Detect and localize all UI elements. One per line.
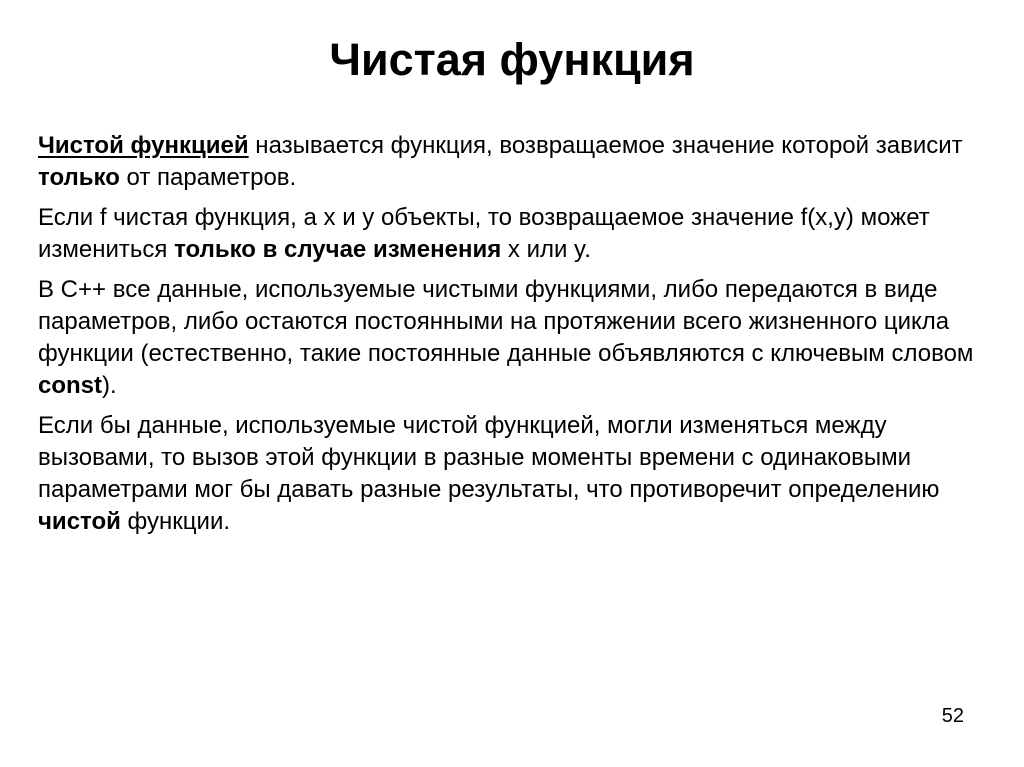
paragraph-text: x или y. bbox=[501, 236, 591, 263]
term-pure-function: Чистой функцией bbox=[38, 132, 249, 159]
slide-body bbox=[38, 130, 988, 546]
paragraph-text: функции. bbox=[120, 508, 231, 535]
keyword-const: const bbox=[38, 372, 103, 399]
paragraph-definition bbox=[38, 130, 988, 194]
paragraph-text: от параметров. bbox=[119, 164, 297, 191]
paragraph-text: Если f чистая функция, а x и y объекты, то возвращаемое значение f(x,y) может измениться bbox=[38, 204, 930, 263]
paragraph-change-condition bbox=[38, 202, 988, 266]
paragraph-text: Если бы данные, используемые чистой функцией, могли изменяться между вызовами, то вызов этой функции в разные моменты времени с одинаковыми параметрами мог бы давать разные результаты, что противоречит определению bbox=[38, 412, 940, 503]
paragraph-text: В С++ все данные, используемые чистыми функциями, либо передаются в виде параметров, либо остаются постоянными на протяжении всего жизненного цикла функции (естественно, такие постоянные данные объявляются с ключевым словом bbox=[38, 276, 974, 367]
paragraph-cpp-data bbox=[38, 274, 988, 402]
paragraph-text: называется функция, возвращаемое значение которой зависит bbox=[248, 132, 963, 159]
page-number: 52 bbox=[941, 705, 964, 727]
emphasis-pure: чистой bbox=[38, 508, 121, 535]
emphasis-only: только bbox=[38, 164, 120, 191]
paragraph-contradiction bbox=[38, 410, 988, 538]
slide-title: Чистая функция bbox=[329, 34, 695, 85]
paragraph-text: ). bbox=[102, 372, 117, 399]
emphasis-only-on-change: только в случае изменения bbox=[174, 236, 502, 263]
